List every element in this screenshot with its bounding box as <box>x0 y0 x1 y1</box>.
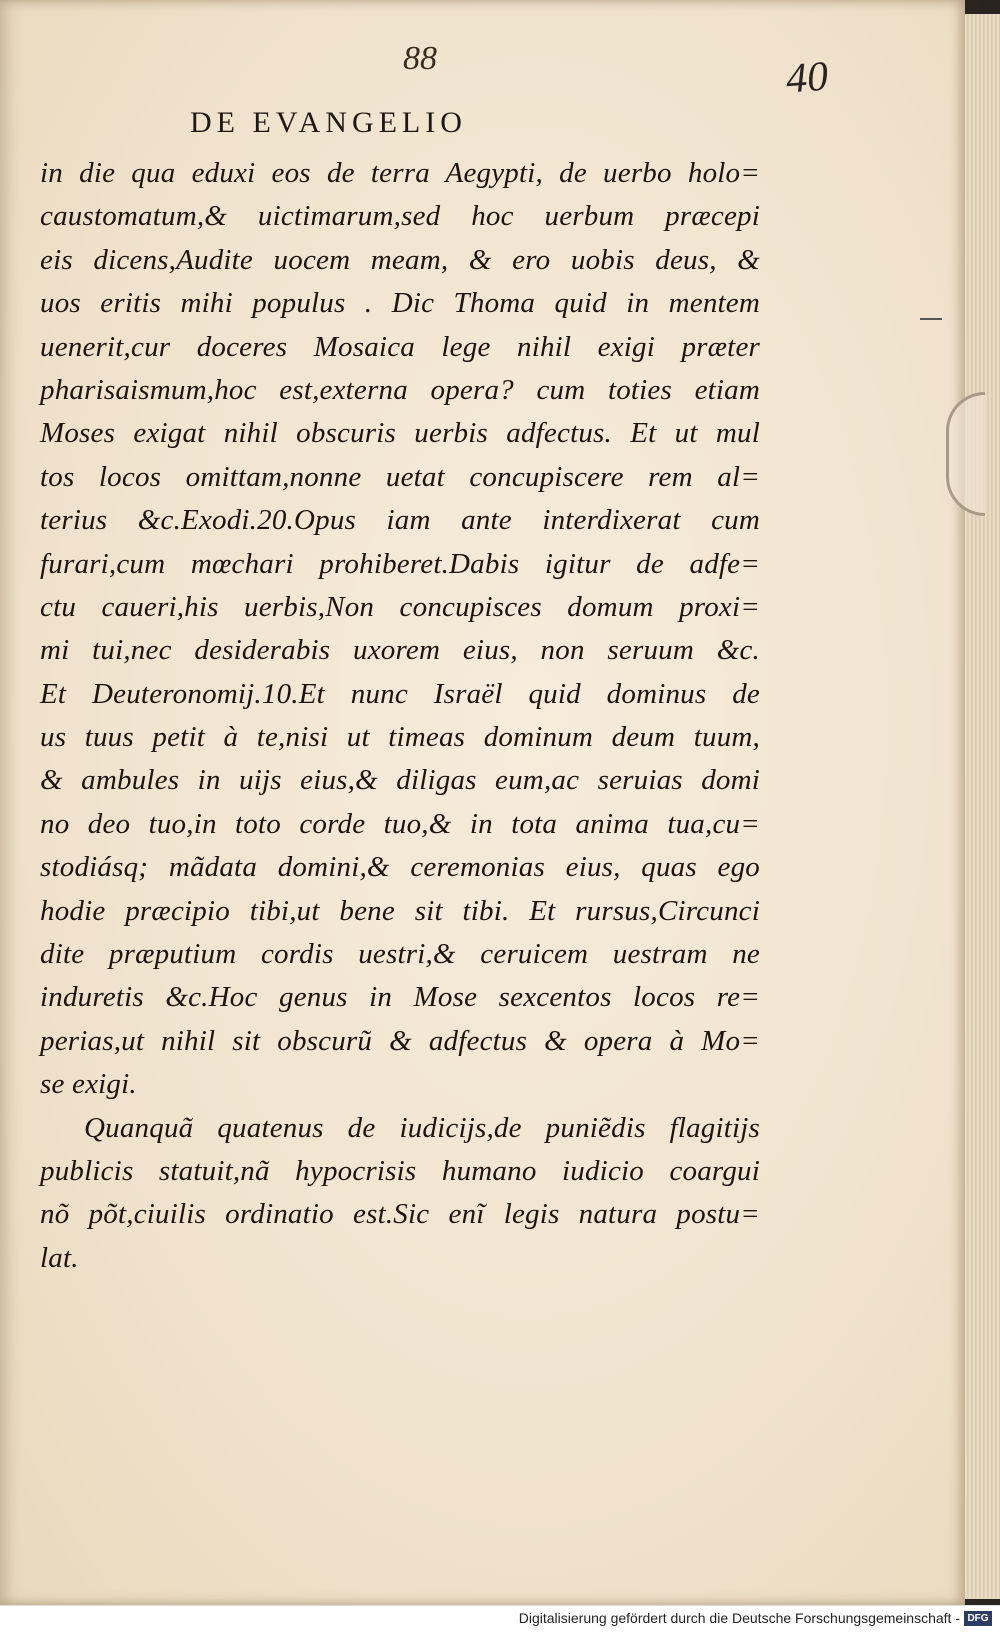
binding-clip <box>946 392 985 516</box>
folio-number: 40 <box>784 53 830 103</box>
text-line: tos locos omittam,nonne uetat concupiscere rem al= <box>40 460 760 493</box>
text-line: eis dicens,Audite uocem meam, & ero uobis deus, & <box>40 243 760 276</box>
text-line: stodiásq; mãdata domini,& ceremonias eius, quas ego <box>40 851 760 884</box>
text-line: no deo tuo,in toto corde tuo,& in tota anima tua,cu= <box>40 807 760 840</box>
text-line: publicis statuit,nã hypocrisis humano iudicio coargui <box>40 1154 760 1187</box>
text-line: & ambules in uijs eius,& diligas eum,ac seruias domi <box>40 764 760 797</box>
text-line: uos eritis mihi populus . Dic Thoma quid in mentem <box>40 287 760 320</box>
funding-notice: Digitalisierung gefördert durch die Deutsche Forschungsgemeinschaft - <box>518 1610 960 1626</box>
text-line: perias,ut nihil sit obscurũ & adfectus & opera à Mo= <box>40 1024 760 1057</box>
footer-bar <box>0 1605 1000 1632</box>
text-line: furari,cum mœchari prohiberet.Dabis igitur de adfe= <box>40 547 760 580</box>
text-line: lat. <box>40 1241 79 1274</box>
page-number: 88 <box>403 40 437 77</box>
text-line: se exigi. <box>40 1068 137 1101</box>
text-line: pharisaismum,hoc est,externa opera? cum toties etiam <box>40 373 760 406</box>
text-line: ctu caueri,his uerbis,Non concupisces domum proxi= <box>40 590 760 623</box>
text-line: Moses exigat nihil obscuris uerbis adfectus. Et ut mul <box>40 417 760 450</box>
text-line: dite præputium cordis uestri,& ceruicem uestram ne <box>40 938 760 971</box>
text-line: terius &c.Exodi.20.Opus iam ante interdixerat cum <box>40 504 760 537</box>
text-block <box>40 152 760 1280</box>
page-stack-edge <box>960 14 1000 1599</box>
paragraph-first-line: Quanquã quatenus de iudicijs,de puniẽdis flagitijs <box>84 1111 760 1144</box>
text-line: uenerit,cur doceres Mosaica lege nihil exigi præter <box>40 330 760 363</box>
running-head: DE EVANGELIO <box>190 106 467 139</box>
text-line: hodie præcipio tibi,ut bene sit tibi. Et rursus,Circunci <box>40 894 760 927</box>
text-line: nõ põt,ciuilis ordinatio est.Sic enĩ legis natura postu= <box>40 1198 760 1231</box>
text-line: caustomatum,& uictimarum,sed hoc uerbum præcepi <box>40 200 760 233</box>
text-line: Et Deuteronomij.10.Et nunc Israël quid dominus de <box>40 677 760 710</box>
dfg-logo: DFG <box>964 1611 992 1626</box>
text-line: mi tui,nec desiderabis uxorem eius, non seruum &c. <box>40 634 760 667</box>
text-line: in die qua eduxi eos de terra Aegypti, de uerbo holo= <box>40 157 760 189</box>
text-line: induretis &c.Hoc genus in Mose sexcentos locos re= <box>40 981 760 1014</box>
margin-mark <box>920 318 942 320</box>
text-line: us tuus petit à te,nisi ut timeas dominum deum tuum, <box>40 721 760 754</box>
